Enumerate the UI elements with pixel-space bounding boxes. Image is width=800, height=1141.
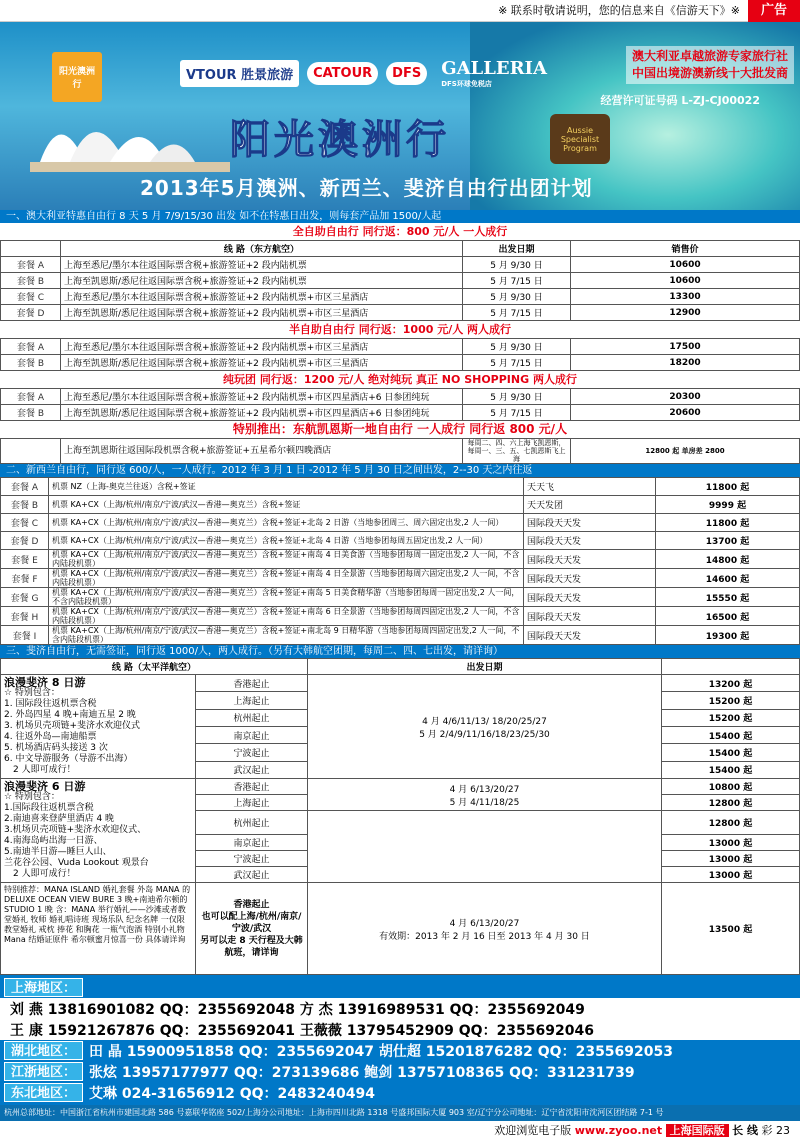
promo-pure-tour: 纯玩团 同行返：1200 元/人 绝对纯玩 真正 NO SHOPPING 两人成行 (223, 373, 577, 386)
table-row: 套餐 D 机票 KA+CX（上海/杭州/南京/宁波/武汉—香港—奥克兰）含税+签证+北岛 4 日游（当地参团每周五固定出发,2 人一间） 国际段天天发 13700 起 (1, 532, 800, 550)
main-subtitle: 2013年5月澳洲、新西兰、斐济自由行出团计划 (140, 176, 593, 200)
promo-cairns-special: 特别推出：东航凯恩斯一地自由行 一人成行 同行返 800 元/人 (232, 422, 568, 436)
welcome-text: 欢迎浏览电子版 (494, 1124, 572, 1137)
dfs-logo: DFS (386, 62, 427, 85)
table-row: 套餐 D 上海至凯恩斯/悉尼往返国际票含税+旅游签证+2 段内陆机票+市区三星酒店 5 月 7/15 日 12900 (1, 305, 800, 321)
page-footer (0, 1121, 800, 1141)
fiji-8day-details: 浪漫斐济 8 日游 ☆ 特别包含： 1. 国际段往返机票含税 2. 外岛四星 4 晚+南迪五星 2 晚 3. 机场贝壳项链+斐济水欢迎仪式 4. 往返外岛—南迪船票 5. 机场酒店码头接送 3 次 6. 中文导游服务（导游不出海） 2 人即可成行！ (1, 675, 196, 779)
table-row: 宁波起止 13000 起 (1, 851, 800, 867)
table-row: 特别推荐：MANA ISLAND 婚礼套餐 外岛 MANA 的 DELUXE OCEAN VIEW BURE 3 晚+南迪希尔顿的 STUDIO 1 晚 含：MANA 举行婚礼——沙滩或者教堂婚礼 牧师 婚礼唱诗班 现场乐队 纪念名牌 一仅限教堂婚礼 戒枕 捧花 和胸花 一瓶气泡酒 特别小礼物 Mana 结婚证原件 希尔顿蜜月惊喜一份 具体请详询 香港起止 也可以配上海/杭州/南京/宁波/武汉 另可以走 8 天行程及大韩航班，请详询 4 月 6/13/20/27 有效期：2013 年 2 月 16 日至 2013 年 4 月 30 日 13500 起 (1, 883, 800, 975)
cairns-special-table (0, 438, 800, 464)
table-row: 套餐 B 上海至凯恩斯/悉尼往返国际票含税+旅游签证+2 段内陆机票+市区四星酒店+6 日参团纯玩 5 月 7/15 日 20600 (1, 405, 800, 421)
banner (0, 22, 800, 210)
contact-row: 刘 燕 13816901082 QQ：2355692048 方 杰 13916989531 QQ：2355692049 (0, 998, 800, 1019)
page-number: 彩 23 (761, 1124, 790, 1137)
promo-full-self-guided: 全自助自由行 同行返：800 元/人 一人成行 (292, 225, 508, 238)
table-row: 宁波起止 15400 起 (1, 744, 800, 761)
section-newzealand-header: 二、新西兰自由行，同行返 600/人，一人成行。2012 年 3 月 1 日 -2012 年 5 月 30 日之间出发，2--30 天之内往返 (0, 464, 800, 477)
table-row: 套餐 I 机票 KA+CX（上海/杭州/南京/宁波/武汉—香港—奥克兰）含税+签证+南北岛 9 日精华游（当地参团每周四固定出发,2 人一间，不含内陆段机票） 国际段天天发 19300 起 (1, 626, 800, 645)
table-row: 上海起止 15200 起 (1, 692, 800, 709)
promo-semi-self-guided: 半自助自由行 同行返：1000 元/人 两人成行 (288, 323, 512, 336)
contact-dongbei: 艾琳 024-31656912 QQ：2483240494 (89, 1085, 375, 1102)
table-row: 套餐 A 上海至悉尼/墨尔本往返国际票含税+旅游签证+2 段内陆机票+市区三星酒店 5 月 9/30 日 17500 (1, 339, 800, 355)
table-row: 南京起止 13000 起 (1, 835, 800, 851)
table-row: 套餐 C 上海至悉尼/墨尔本往返国际票含税+旅游签证+2 段内陆机票+市区三星酒店 5 月 9/30 日 13300 (1, 289, 800, 305)
contacts-section (0, 975, 800, 1105)
aussie-specialist-badge: Aussie Specialist Program (550, 114, 610, 164)
logo-strip (58, 54, 553, 93)
region-label-hubei: 湖北地区： (4, 1041, 83, 1060)
license-number: 经营许可证号码 L-ZJ-CJ00022 (600, 94, 760, 107)
table-row: 套餐 A 上海至悉尼/墨尔本往返国际票含税+旅游签证+2 段内陆机票+市区四星酒店+6 日参团纯玩 5 月 9/30 日 20300 (1, 389, 800, 405)
opera-house-illustration (30, 102, 230, 172)
table-row: 杭州起止 15200 起 (1, 709, 800, 726)
table-row: 套餐 B 上海至凯恩斯/悉尼往返国际票含税+旅游签证+2 段内陆机票 5 月 7/15 日 10600 (1, 273, 800, 289)
region-label-dongbei: 东北地区： (4, 1083, 83, 1102)
fiji-6day-details: 浪漫斐济 6 日游 ☆ 特别包含： 1.国际段往返机票含税 2.南迪喜来登萨里酒店 4 晚 3.机场贝壳项链+斐济水欢迎仪式、 4.南海岛屿出海一日游、 5.南迪半日游—睡巨人山、 兰花谷公园、Vuda Lookout 观景台 2 人即可成行！ (1, 779, 196, 883)
yangguang-logo: 阳光澳洲行 (52, 52, 102, 102)
ad-tag: 广告 (748, 0, 800, 22)
contact-hubei: 田 晶 15900951858 QQ：2355692047 胡仕超 15201876282 QQ：2355692053 (89, 1043, 673, 1060)
table-row: 套餐 E 机票 KA+CX（上海/杭州/南京/宁波/武汉—香港—奥克兰）含税+签证+南岛 4 日美食游（当地参团每周一固定出发,2 人一间，不含内陆段机票） 国际段天天发 14800 起 (1, 550, 800, 569)
region-label-jiangzhe: 江浙地区： (4, 1062, 83, 1081)
table-row: 套餐 A 机票 NZ（上海-奥克兰往返）含税+签证 天天飞 11800 起 (1, 478, 800, 496)
section-australia-header: 一、澳大利亚特惠自由行 8 天 5 月 7/9/15/30 出发 如不在特惠日出发，则每套产品加 1500/人起 (0, 210, 800, 223)
edition-badge: 上海国际版 (666, 1124, 729, 1137)
region-jiangzhe-row (0, 1061, 800, 1082)
contact-jiangzhe: 张炫 13957177977 QQ：273139686 鲍剑 13757108365 QQ：331231739 (89, 1064, 635, 1081)
australia-pure-table (0, 388, 800, 421)
table-row: 上海起止 12800 起 (1, 795, 800, 811)
top-note (0, 0, 800, 22)
australia-table (0, 240, 800, 321)
table-row: 武汉起止 15400 起 (1, 761, 800, 778)
source-note: ※ 联系时敬请说明，您的信息来自《信游天下》※ (498, 4, 740, 17)
table-row: 浪漫斐济 8 日游 ☆ 特别包含： 1. 国际段往返机票含税 2. 外岛四星 4 晚+南迪五星 2 晚 3. 机场贝壳项链+斐济水欢迎仪式 4. 往返外岛—南迪船票 5. 机场酒店码头接送 3 次 6. 中文导游服务（导游不出海） 2 人即可成行！ 香港起止 4 月 4/6/11/13/ 18/20/25/27 5 月 2/4/9/11/16/18/23/25/30 13200 起 (1, 675, 800, 692)
agency-tagline: 澳大利亚卓越旅游专家旅行社 中国出境游澳新线十大批发商 (626, 46, 794, 84)
region-hubei-row (0, 1040, 800, 1061)
table-row: 南京起止 15400 起 (1, 726, 800, 743)
table-row: 套餐 F 机票 KA+CX（上海/杭州/南京/宁波/武汉—香港—奥克兰）含税+签证+南岛 4 日全景游（当地参团每周六固定出发,2 人一间，不含内陆段机票） 国际段天天发 14600 起 (1, 569, 800, 588)
table-row: 杭州起止 12800 起 (1, 811, 800, 835)
section-line: 长 线 (732, 1124, 758, 1137)
table-row: 套餐 H 机票 KA+CX（上海/杭州/南京/宁波/武汉—香港—奥克兰）含税+签证+南岛 6 日全景游（当地参团每周四固定出发,2 人一间，不含内陆段机票） 国际段天天发 16500 起 (1, 607, 800, 626)
table-row: 套餐 G 机票 KA+CX（上海/杭州/南京/宁波/武汉—香港—奥克兰）含税+签证+南岛 5 日美食精华游（当地参团每周一固定出发,2 人一间，不含内陆段机票） 国际段天天发 15550 起 (1, 588, 800, 607)
catour-logo: CATOUR (307, 62, 378, 85)
mana-wedding-details: 特别推荐：MANA ISLAND 婚礼套餐 外岛 MANA 的 DELUXE OCEAN VIEW BURE 3 晚+南迪希尔顿的 STUDIO 1 晚 含：MANA 举行婚礼——沙滩或者教堂婚礼 牧师 婚礼唱诗班 现场乐队 纪念名牌 一仅限教堂婚礼 戒枕 捧花 和胸花 一瓶气泡酒 特别小礼物 Mana 结婚证原件 希尔顿蜜月惊喜一份 具体请详询 (1, 883, 196, 975)
office-addresses: 杭州总部地址：中国浙江省杭州市建国北路 586 号嘉联华铭座 502/上海分公司地址：上海市四川北路 1318 号盛邦国际大厦 903 室/辽宁分公司地址：辽宁省沈阳市沈河区团结路 7-1 号 (0, 1105, 800, 1121)
contact-row: 王 康 15921267876 QQ：2355692041 王薇薇 13795452909 QQ：2355692046 (0, 1019, 800, 1040)
region-dongbei-row (0, 1082, 800, 1103)
table-row: 套餐 A 上海至悉尼/墨尔本往返国际票含税+旅游签证+2 段内陆机票 5 月 9/30 日 10600 (1, 257, 800, 273)
main-title: 阳光澳洲行 (230, 117, 450, 163)
section-fiji-header: 三、斐济自由行，无需签证，同行返 1000/人，两人成行。（另有大韩航空团期，每周二、四、七出发，请详询） (0, 645, 800, 658)
region-shanghai-row (0, 977, 800, 998)
table-row: 武汉起止 13000 起 (1, 867, 800, 883)
newzealand-table (0, 477, 800, 645)
region-label-shanghai: 上海地区： (4, 978, 83, 997)
table-header: 线 路（太平洋航空） 出发日期 (1, 659, 800, 675)
table-row: 浪漫斐济 6 日游 ☆ 特别包含： 1.国际段往返机票含税 2.南迪喜来登萨里酒店 4 晚 3.机场贝壳项链+斐济水欢迎仪式、 4.南海岛屿出海一日游、 5.南迪半日游—睡巨人山、 兰花谷公园、Vuda Lookout 观景台 2 人即可成行！ 香港起止 4 月 6/13/20/27 5 月 4/11/18/25 10800 起 (1, 779, 800, 795)
table-row: 套餐 B 上海至凯恩斯/悉尼往返国际票含税+旅游签证+2 段内陆机票+市区三星酒店 5 月 7/15 日 18200 (1, 355, 800, 371)
table-row: 套餐 C 机票 KA+CX（上海/杭州/南京/宁波/武汉—香港—奥克兰）含税+签证+北岛 2 日游（当地参团周三、周六固定出发,2 人一间） 国际段天天发 11800 起 (1, 514, 800, 532)
australia-semi-table (0, 338, 800, 371)
galleria-logo: GALLERIA DFS环球免税店 (441, 58, 547, 88)
vtour-logo: VTOUR 胜景旅游 (180, 60, 299, 87)
website-link[interactable]: www.zyoo.net (574, 1124, 663, 1137)
table-row: 套餐 B 机票 KA+CX（上海/杭州/南京/宁波/武汉—香港—奥克兰）含税+签证 天天发团 9999 起 (1, 496, 800, 514)
table-row: 上海至凯恩斯往返国际段机票含税+旅游签证+五星希尔顿四晚酒店 每周二、四、六上海飞凯恩斯，每周一、三、五、七凯恩斯飞上海 12800 起 单房差 2800 (1, 439, 800, 464)
fiji-table (0, 658, 800, 975)
table-header: 线 路（东方航空） 出发日期 销售价 (1, 241, 800, 257)
